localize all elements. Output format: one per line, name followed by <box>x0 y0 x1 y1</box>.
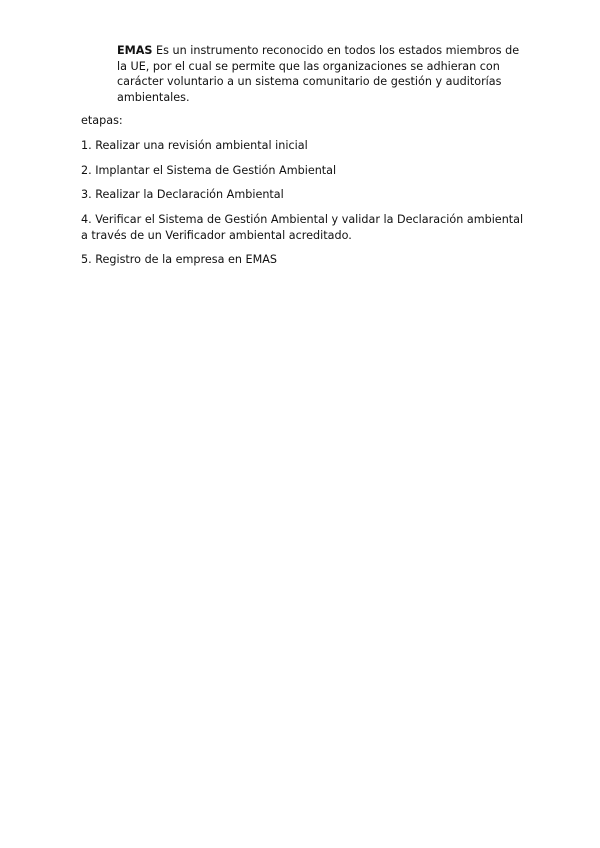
stages-label: etapas: <box>81 114 123 127</box>
step-3: 3. Realizar la Declaración Ambiental <box>81 188 284 201</box>
emas-term: EMAS <box>117 44 153 57</box>
step-2: 2. Implantar el Sistema de Gestión Ambiental <box>81 164 337 177</box>
step-1: 1. Realizar una revisión ambiental inicial <box>81 139 308 152</box>
intro-paragraph <box>117 43 527 105</box>
step-4: 4. Verificar el Sistema de Gestión Ambiental y validar la Declaración ambiental a través de un Verificador ambiental acreditado. <box>81 213 524 242</box>
intro-text: Es un instrumento reconocido en todos los estados miembros de la UE, por el cual se permite que las organizaciones se adhieran con carácter voluntario a un sistema comunitario de gestión y auditorías ambientales. <box>117 44 520 104</box>
step-5: 5. Registro de la empresa en EMAS <box>81 253 277 266</box>
